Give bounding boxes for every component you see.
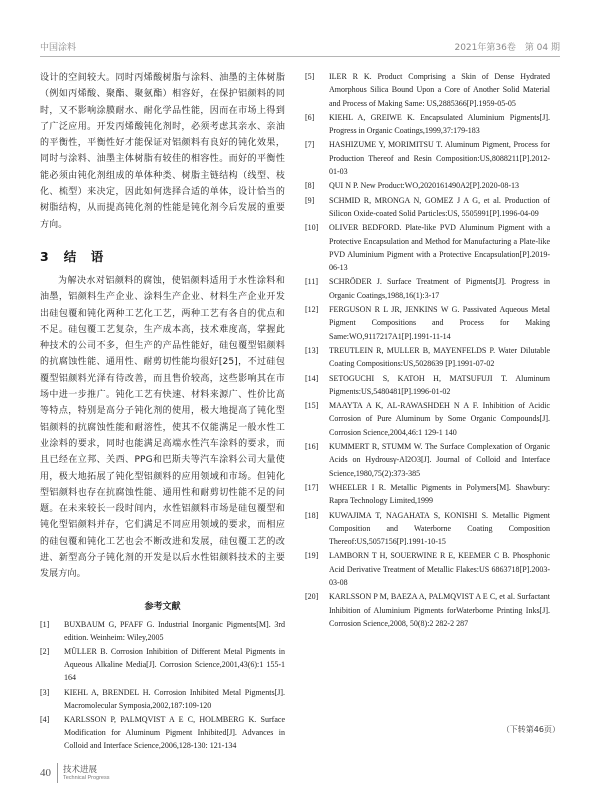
reference-item — [305, 275, 550, 302]
reference-text: QUI N P. New Product:WO,2020161490A2[P].2020-08-13 — [329, 181, 519, 191]
reference-number: [15] — [305, 401, 319, 411]
reference-item — [305, 481, 550, 508]
reference-item — [40, 713, 285, 753]
reference-item — [305, 70, 550, 110]
reference-text: KIEHL A, GREIWE K. Encapsulated Aluminium Pigments[J]. Progress in Organic Coatings,1999,37:179-183 — [329, 112, 550, 136]
reference-number: [9] — [305, 195, 315, 205]
reference-text: WHEELER I R. Metallic Pigments in Polymers[M]. Shawbury: Rapra Technology Limited,1999 — [329, 482, 550, 506]
reference-number: [20] — [305, 592, 319, 602]
issue-info: 2021年第36卷 第 04 期 — [454, 43, 560, 53]
reference-item — [305, 372, 550, 399]
footer-divider — [57, 763, 58, 783]
left-column — [40, 70, 285, 754]
reference-item — [305, 440, 550, 480]
reference-number: [4] — [40, 715, 50, 725]
reference-text: BUXBAUM G, PFAFF G. Industrial Inorganic Pigments[M]. 3rd edition. Weinheim: Wiley,2005 — [64, 619, 285, 642]
reference-number: [2] — [40, 647, 50, 657]
reference-item — [305, 590, 550, 630]
reference-number: [8] — [305, 181, 315, 191]
reference-number: [12] — [305, 305, 319, 315]
reference-number: [3] — [40, 687, 50, 697]
reference-list-right — [305, 70, 550, 630]
body-paragraph-1: 设计的空间较大。同时丙烯酸树脂与涂料、油墨的主体树脂（例如丙烯酸、聚酯、聚氨酯）相容好，在保护铝颜料的同时，又不影响涂膜耐水、耐化学品性能，因而在市场上得到了广泛应用。开发丙烯酸钝化剂时，必须考虑其亲水、亲油的平衡性，平衡性好才能保证对铝颜料有良好的钝化效果，同时与涂料、油墨主体树脂有较佳的相容性。而好的平衡性能必须由钝化剂组成的单体种类、树脂主链结构（线型、枝化、梳型）来决定，因此如何选择合适的单体，设计恰当的树脂结构，从而提高钝化剂的性能是钝化剂今后发展的重要方向。 — [40, 73, 285, 230]
reference-text: KUWAJIMA T, NAGAHATA S, KONISHI S. Metallic Pigment Composition and Waterborne Coating Composition Thereof:US,5057156[P].1991-10-15 — [329, 510, 550, 547]
references-heading: 参考文献 — [144, 601, 181, 612]
reference-item — [305, 194, 550, 221]
footer-journal — [63, 765, 109, 782]
reference-item — [40, 618, 285, 644]
footer-journal-en: Technical Progress — [63, 774, 110, 781]
body-paragraph-2: 为解决水对铝颜料的腐蚀，使铝颜料适用于水性涂料和油墨，铝颜料生产企业、涂料生产企业、材料生产企业开发出硅包覆和钝化两种工艺化工艺，两种工艺有各自的优点和不足。硅包覆工艺复杂，生产成本高，技术难度高，掌握此种技术的公司不多，但生产的产品性能好，硅包覆型铝颜料的抗腐蚀性能、通用性、耐剪切性能均很好[25]，不过硅包覆型铝颜料光泽有待改善，而且售价较高，这些影响其在市场中进一步推广。钝化工艺有快速、材料来源广、性价比高等特点，特别是高分子钝化剂的使用，极大地提高了钝化型铝颜料的抗腐蚀性能和耐溶性，使其不仅能满足一般水性工业涂料的要求，同时也能满足高端水性汽车涂料的要求，而且已经在立邦、关西、PPG和巴斯夫等汽车涂料公司大量使用，极大地拓展了钝化型铝颜料的应用领域和市场。但钝化型铝颜料也存在抗腐蚀性能、通用性和耐剪切性能不足的问题。在未来较长一段时间内，水性铝颜料市场是硅包覆型和钝化型铝颜料并存，它们满足不同应用领域的要求，而相应的硅包覆和钝化工艺也会不断改进和发展，硅包覆工艺的改进、新型高分子钝化剂的开发是以后水性铝颜料技术的主要发展方向。 — [40, 275, 285, 580]
reference-text: ILER R K. Product Comprising a Skin of Dense Hydrated Amorphous Silica Bound Upon a Core of Another Solid Material and Process of Making Same: US,2885366[P].1959-05-05 — [329, 72, 550, 108]
page-footer — [40, 760, 109, 786]
reference-number: [19] — [305, 551, 319, 561]
footer-journal-cn: 技术进展 — [63, 764, 98, 775]
reference-item — [305, 179, 550, 192]
reference-number: [18] — [305, 510, 319, 520]
reference-text: MAAYTA A K, AL-RAWASHDEH N A F. Inhibition of Acidic Corrosion of Pure Aluminum by Some Organic Compounds[J]. Corrosion Science,2004,46:1 129-1 140 — [329, 401, 550, 437]
reference-list-left — [40, 618, 285, 753]
reference-item — [40, 686, 285, 712]
reference-text: SCHRÖDER J. Surface Treatment of Pigments[J]. Progress in Organic Coatings,1988,16(1):3-17 — [329, 277, 550, 300]
reference-text: KIEHL A, BRENDEL H. Corrosion Inhibited Metal Pigments[J]. Macromolecular Symposia,2002,187:109-120 — [64, 687, 285, 710]
section-number: 3 — [40, 248, 50, 264]
reference-item — [305, 303, 550, 343]
reference-number: [17] — [305, 482, 319, 492]
page-number: 40 — [40, 767, 51, 779]
reference-item — [305, 509, 550, 549]
reference-number: [7] — [305, 140, 315, 150]
reference-text: KUMMERT R, STUMM W. The Surface Complexation of Organic Acids on Hydrousγ-Al2O3[J]. Journal of Colloid and Interface Science,1980,75(2):373-385 — [329, 442, 550, 478]
reference-number: [14] — [305, 373, 319, 383]
section-title: 结 语 — [63, 248, 105, 264]
reference-number: [1] — [40, 619, 50, 629]
reference-number: [11] — [305, 277, 319, 287]
reference-item — [305, 111, 550, 138]
right-column — [305, 70, 550, 631]
section-heading — [40, 247, 285, 265]
reference-text: SCHMID R, MRONGA N, GOMEZ J A G, et al. Production of Silicon Oxide-coated Solid Particles:US, 5505991[P].1996-04-09 — [329, 195, 550, 218]
header-divider — [40, 56, 560, 57]
reference-item — [40, 645, 285, 685]
reference-number: [13] — [305, 345, 319, 355]
reference-item — [305, 344, 550, 371]
continued-note: （下转第46页） — [501, 725, 560, 734]
reference-text: TREUTLEIN R, MULLER B, MAYENFELDS P. Water Dilutable Coating Compositions:US,5028639 [P].1991-07-02 — [329, 345, 550, 369]
reference-text: HASHIZUME Y, MORIMITSU T. Aluminum Pigment, Process for Production Thereof and Resin Composition:US,8088211[P].2012-01-03 — [329, 140, 550, 177]
journal-name: 中国涂料 — [40, 43, 77, 53]
reference-text: LAMBORN T H, SOUERWINE R E, KEEMER C B. Phosphonic Acid Derivative Treatment of Metallic Flakes:US 6863718[P].2003-03-08 — [329, 551, 550, 587]
reference-item — [305, 221, 550, 274]
reference-number: [6] — [305, 112, 315, 122]
reference-item — [305, 399, 550, 439]
reference-text: KARLSSON P M, BAEZA A, PALMQVIST A E C, et al. Surfactant Inhibition of Aluminium Pigments forWaterborne Printing Inks[J]. Corrosion Science,2008, 50(8):2 282-2 287 — [329, 592, 550, 628]
reference-text: SETOGUCHI S, KATOH H, MATSUFUJI T. Aluminum Pigments:US,5480481[P].1996-01-02 — [329, 373, 550, 396]
reference-text: OLIVER BEDFORD. Plate-like PVD Aluminum Pigment with a Protective Encapsulation and Method for Manufacturing a Plate-like PVD Aluminium Pigment with a Protective Encapsulation[P].2019-06-13 — [329, 223, 550, 273]
reference-number: [5] — [305, 72, 315, 81]
reference-number: [16] — [305, 442, 319, 452]
reference-item — [305, 549, 550, 589]
reference-text: KARLSSON P, PALMQVIST A E C, HOLMBERG K. Surface Modification for Aluminum Pigment Inhibited[J]. Advances in Colloid and Interface Science,2006,128-130: 121-134 — [64, 715, 285, 751]
reference-text: FERGUSON R L JR, JENKINS W G. Passivated Aqueous Metal Pigment Compositions and Process for Making Same:WO,9117217A1[P].1991-11-14 — [329, 305, 550, 341]
reference-text: MÜLLER B. Corrosion Inhibition of Different Metal Pigments in Aqueous Alkaline Media[J]. Corrosion Science,2001,43(6):1 155-1 164 — [64, 647, 285, 683]
reference-item — [305, 138, 550, 178]
reference-number: [10] — [305, 223, 319, 233]
